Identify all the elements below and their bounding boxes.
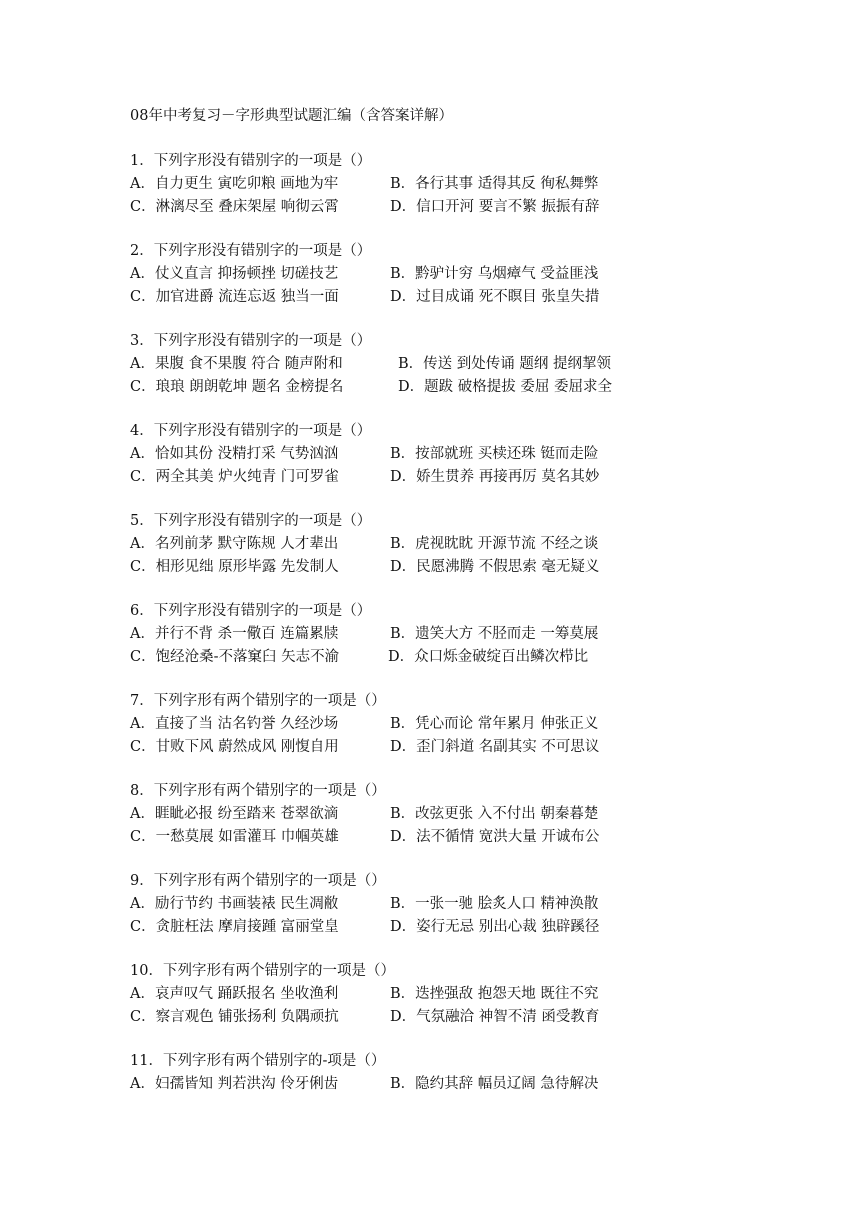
question-11 [130,1050,770,1096]
question-stem: 10．下列字形有两个错别字的一项是（） [130,963,395,979]
option-a: A．励行节约 书画装裱 民生凋敝 [130,896,339,912]
option-row [130,826,770,849]
option-b: B．凭心而论 常年累月 伸张正义 [390,716,599,732]
question-stem: 8．下列字形有两个错别字的一项是（） [130,783,386,799]
option-b: B．虎视眈眈 开源节流 不经之谈 [390,536,599,552]
question-8 [130,780,770,849]
option-row [130,893,770,916]
option-c: C．饱经沧桑-不落窠臼 矢志不渝 [130,649,340,665]
option-a: A．仗义直言 抑扬顿挫 切磋技艺 [130,266,339,282]
question-stem: 6．下列字形没有错别字的一项是（） [130,603,372,619]
option-c: C．琅琅 朗朗乾坤 题名 金榜提名 [130,379,344,395]
option-row [130,916,770,939]
option-d: D．信口开河 要言不繁 振振有辞 [390,199,600,215]
question-9 [130,870,770,939]
question-stem: 1．下列字形没有错别字的一项是（） [130,153,372,169]
option-b: B．按部就班 买椟还珠 铤而走险 [390,446,599,462]
option-d: D．娇生贯养 再接再厉 莫名其妙 [390,469,600,485]
question-5 [130,510,770,579]
option-row [130,466,770,489]
option-row [130,533,770,556]
option-row [130,736,770,759]
option-b: B．改弦更张 入不付出 朝秦暮楚 [390,806,599,822]
question-stem: 2．下列字形没有错别字的一项是（） [130,243,372,259]
option-row [130,443,770,466]
option-a: A．哀声叹气 踊跃报名 坐收渔利 [130,986,339,1002]
option-row [130,173,770,196]
option-d: D．气氛融洽 神智不清 函受教育 [390,1009,600,1025]
option-c: C．察言观色 铺张扬利 负隅顽抗 [130,1009,339,1025]
option-row [130,196,770,219]
option-c: C．加官进爵 流连忘返 独当一面 [130,289,339,305]
question-1 [130,150,770,219]
option-b: B．传送 到处传诵 题纲 提纲挈领 [398,356,611,372]
question-6 [130,600,770,669]
option-d: D．歪门斜道 名副其实 不可思议 [390,739,600,755]
option-d: D．过目成诵 死不瞑目 张皇失措 [390,289,600,305]
option-row [130,376,770,399]
option-a: A．恰如其份 没精打采 气势汹汹 [130,446,339,462]
option-row [130,713,770,736]
option-a: A．睚眦必报 纷至踏来 苍翠欲滴 [130,806,339,822]
question-4 [130,420,770,489]
option-d: D．题跋 破格提拔 委屈 委屈求全 [398,379,612,395]
option-c: C．贪脏枉法 摩肩接踵 富丽堂皇 [130,919,339,935]
question-10 [130,960,770,1029]
document-title: 08年中考复习－字形典型试题汇编（含答案详解） [130,108,453,124]
option-c: C．两全其美 炉火纯青 门可罗雀 [130,469,339,485]
option-b: B．隐约其辞 幅员辽阔 急待解决 [390,1076,599,1092]
question-7 [130,690,770,759]
option-a: A．并行不背 杀一儆百 连篇累牍 [130,626,339,642]
option-c: C．相形见绌 原形毕露 先发制人 [130,559,339,575]
question-stem: 3．下列字形没有错别字的一项是（） [130,333,372,349]
option-row [130,263,770,286]
option-b: B．各行其事 适得其反 徇私舞弊 [390,176,599,192]
question-stem: 7．下列字形有两个错别字的一项是（） [130,693,386,709]
option-row [130,623,770,646]
option-d: D．法不循情 宽洪大量 开诚布公 [390,829,600,845]
option-c: C．一愁莫展 如雷灌耳 巾帼英雄 [130,829,339,845]
option-d: D．姿行无忌 别出心裁 独辟蹊径 [390,919,600,935]
option-c: C．淋漓尽至 叠床架屋 响彻云霄 [130,199,339,215]
option-c: C．甘败下风 蔚然成风 刚愎自用 [130,739,339,755]
option-a: A．妇孺皆知 判若洪沟 伶牙俐齿 [130,1076,339,1092]
option-a: A．名列前茅 默守陈规 人才辈出 [130,536,339,552]
option-row [130,803,770,826]
question-3 [130,330,770,399]
option-a: A．直接了当 沽名钓誉 久经沙场 [130,716,339,732]
option-b: B．迭挫强敌 抱怨天地 既往不究 [390,986,599,1002]
question-2 [130,240,770,309]
option-b: B．黔驴计穷 乌烟瘴气 受益匪浅 [390,266,599,282]
question-stem: 9．下列字形有两个错别字的一项是（） [130,873,386,889]
option-row [130,556,770,579]
option-b: B．遗笑大方 不胫而走 一筹莫展 [390,626,599,642]
question-stem: 5．下列字形没有错别字的一项是（） [130,513,372,529]
option-row [130,983,770,1006]
question-stem: 4．下列字形没有错别字的一项是（） [130,423,372,439]
question-stem: 11．下列字形有两个错别字的-项是（） [130,1053,386,1069]
option-row [130,646,770,669]
option-row [130,353,770,376]
option-a: A．果腹 食不果腹 符合 随声附和 [130,356,343,372]
option-row [130,1073,770,1096]
option-b: B．一张一驰 脍炙人口 精神涣散 [390,896,599,912]
option-row [130,286,770,309]
option-d: D．民愿沸腾 不假思索 毫无疑义 [390,559,600,575]
option-a: A．自力更生 寅吃卯粮 画地为牢 [130,176,339,192]
option-row [130,1006,770,1029]
option-d: D．众口烁金破绽百出鳞次栉比 [388,649,589,665]
